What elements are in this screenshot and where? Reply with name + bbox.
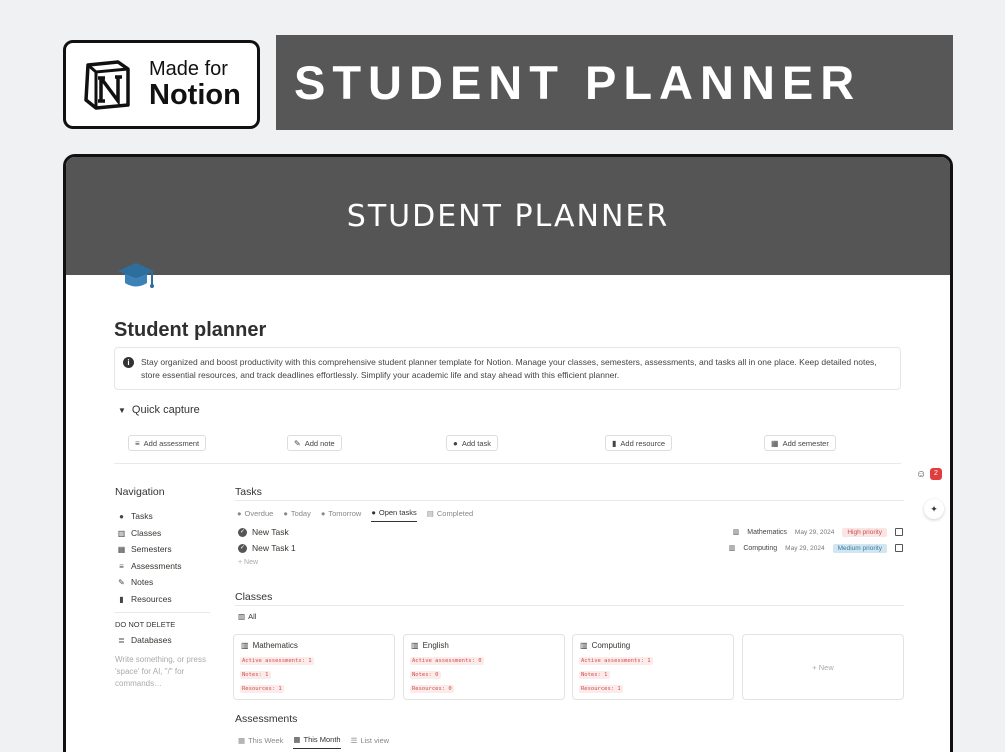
class-card[interactable] (572, 634, 734, 700)
classes-heading: Classes (235, 591, 273, 603)
tab-this-week[interactable]: ▦ This Week (238, 735, 284, 745)
task-checkbox[interactable] (895, 544, 903, 552)
badge-line1: Made for (149, 57, 228, 80)
tasks-heading: Tasks (235, 486, 262, 498)
tab-tomorrow[interactable]: ● Tomorrow (320, 508, 362, 518)
add-assessment-button[interactable]: ≡ Add assessment (128, 435, 206, 451)
check-circle-icon: ✓ (239, 544, 246, 551)
book-icon: ▥ (411, 641, 419, 650)
calendar-icon: ▦ (117, 544, 126, 554)
classes-view-tabs (238, 612, 256, 625)
tab-open-tasks[interactable]: ● Open tasks (371, 508, 416, 522)
triangle-down-icon: ▼ (118, 406, 126, 415)
list-icon: ☰ (350, 735, 358, 745)
database-icon: ≣ (118, 635, 125, 645)
calendar-icon: ▦ (238, 735, 246, 745)
notes-property: Notes: 1 (581, 672, 608, 678)
notion-page-window (63, 154, 953, 752)
nav-item-tasks[interactable]: ● Tasks (117, 511, 153, 521)
nav-item-databases[interactable]: ≣ Databases (118, 635, 172, 645)
quick-capture-label: Quick capture (131, 404, 200, 416)
book-icon: ▥ (580, 641, 588, 650)
task-name[interactable]: New Task (252, 527, 289, 537)
resources-property: Resources: 1 (581, 686, 621, 692)
callout-block[interactable] (114, 347, 901, 390)
check-circle-icon: ● (453, 438, 458, 448)
info-icon: i (123, 357, 134, 368)
calendar-icon: ▦ (771, 438, 779, 448)
active-assessments-property: Active assessments: 1 (581, 658, 651, 664)
class-card[interactable] (403, 634, 565, 700)
tab-overdue[interactable]: ● Overdue (237, 508, 274, 518)
task-date: May 29, 2024 (785, 544, 825, 552)
check-circle-icon: ● (237, 508, 242, 518)
class-name: English (422, 641, 449, 650)
empty-block-placeholder[interactable]: Write something, or press 'space' for AI, "/" for commands… (115, 655, 206, 688)
ai-sparkle-icon[interactable]: ✦ (924, 499, 944, 519)
tab-this-month[interactable]: ▦ This Month (293, 735, 340, 749)
tab-all[interactable]: ▥ All (238, 612, 257, 621)
class-card[interactable] (233, 634, 395, 700)
active-assessments-property: Active assessments: 1 (242, 658, 312, 664)
graduation-cap-icon[interactable] (116, 259, 158, 293)
assessments-view-tabs (238, 735, 389, 749)
quick-capture-toggle[interactable] (118, 404, 200, 416)
assessment-icon: ≡ (119, 561, 124, 571)
navigation-heading: Navigation (115, 486, 165, 498)
add-task-button[interactable]: ● Add task (446, 435, 498, 451)
class-name: Computing (591, 641, 631, 650)
assessments-heading: Assessments (235, 713, 298, 725)
nav-item-resources[interactable]: ▮ Resources (117, 594, 172, 604)
priority-badge: Medium priority (833, 544, 887, 553)
avatar-icon[interactable]: ☺ (916, 469, 927, 480)
book-icon: ▥ (238, 612, 246, 621)
do-not-delete-label: DO NOT DELETE (115, 620, 176, 629)
notes-property: Notes: 0 (412, 672, 439, 678)
nav-divider (114, 612, 210, 613)
tab-completed[interactable]: ▤ Completed (426, 508, 474, 518)
page-cover (66, 157, 950, 275)
task-date: May 29, 2024 (794, 528, 835, 536)
class-name: Mathematics (252, 641, 298, 650)
task-class[interactable]: Computing (743, 544, 778, 552)
task-row[interactable] (238, 541, 903, 555)
check-circle-icon: ● (320, 508, 326, 518)
notes-property: Notes: 1 (242, 672, 269, 678)
bookmark-icon: ▮ (612, 438, 617, 448)
classes-divider (235, 605, 904, 606)
book-icon: ▥ (117, 528, 126, 538)
task-class[interactable]: Mathematics (747, 528, 787, 536)
divider (114, 463, 901, 464)
new-class-card[interactable]: + New (742, 634, 904, 700)
nav-item-notes[interactable]: ✎ Notes (118, 577, 154, 587)
promo-banner (276, 35, 953, 130)
notion-logo-icon (82, 59, 132, 111)
book-icon: ▥ (241, 641, 249, 650)
check-circle-icon: ● (119, 511, 124, 521)
note-icon: ✎ (118, 577, 125, 587)
cover-title: STUDENT PLANNER (346, 198, 670, 234)
priority-badge: High priority (842, 528, 887, 537)
nav-item-classes[interactable]: ▥ Classes (117, 528, 162, 538)
resources-property: Resources: 1 (242, 686, 282, 692)
book-icon: ▥ (728, 545, 736, 552)
add-semester-button[interactable]: ▦ Add semester (764, 435, 836, 451)
active-assessments-property: Active assessments: 0 (412, 658, 482, 664)
nav-item-semesters[interactable]: ▦ Semesters (117, 544, 172, 554)
task-checkbox[interactable] (895, 528, 903, 536)
add-note-button[interactable]: ✎ Add note (287, 435, 342, 451)
tab-list-view[interactable]: ☰ List view (350, 735, 390, 745)
badge-line2: Notion (149, 78, 241, 111)
notification-badge-icon[interactable]: 2 (930, 468, 942, 480)
check-circle-icon: ● (283, 508, 288, 518)
banner-title: STUDENT PLANNER (294, 56, 862, 109)
check-circle-icon: ✓ (239, 528, 246, 535)
book-icon: ▥ (732, 529, 740, 536)
add-resource-button[interactable]: ▮ Add resource (605, 435, 672, 451)
resources-property: Resources: 0 (412, 686, 452, 692)
nav-item-assessments[interactable]: ≡ Assessments (117, 561, 182, 571)
page-title[interactable]: Student planner (114, 319, 267, 341)
assessment-icon: ≡ (135, 438, 140, 448)
made-for-notion-badge (63, 40, 260, 129)
task-row[interactable] (238, 525, 903, 539)
tasks-divider (235, 500, 904, 501)
archive-icon: ▤ (426, 508, 434, 518)
tab-today[interactable]: ● Today (283, 508, 311, 518)
task-name[interactable]: New Task 1 (252, 543, 296, 553)
tasks-new-button[interactable]: + New (238, 559, 259, 566)
bookmark-icon: ▮ (119, 594, 124, 604)
calendar-icon: ▦ (293, 735, 301, 744)
check-circle-icon: ● (371, 508, 376, 517)
note-icon: ✎ (294, 438, 301, 448)
tasks-view-tabs (237, 508, 473, 522)
callout-text: Stay organized and boost productivity with this comprehensive student planner template for Notion. Manage your classes, semesters, assessments, and tasks all in one place. Keep detailed notes, store essential resources, and track deadlines effortlessly. Simplify your academic life and stay ahead with this efficient planner. (141, 357, 877, 380)
